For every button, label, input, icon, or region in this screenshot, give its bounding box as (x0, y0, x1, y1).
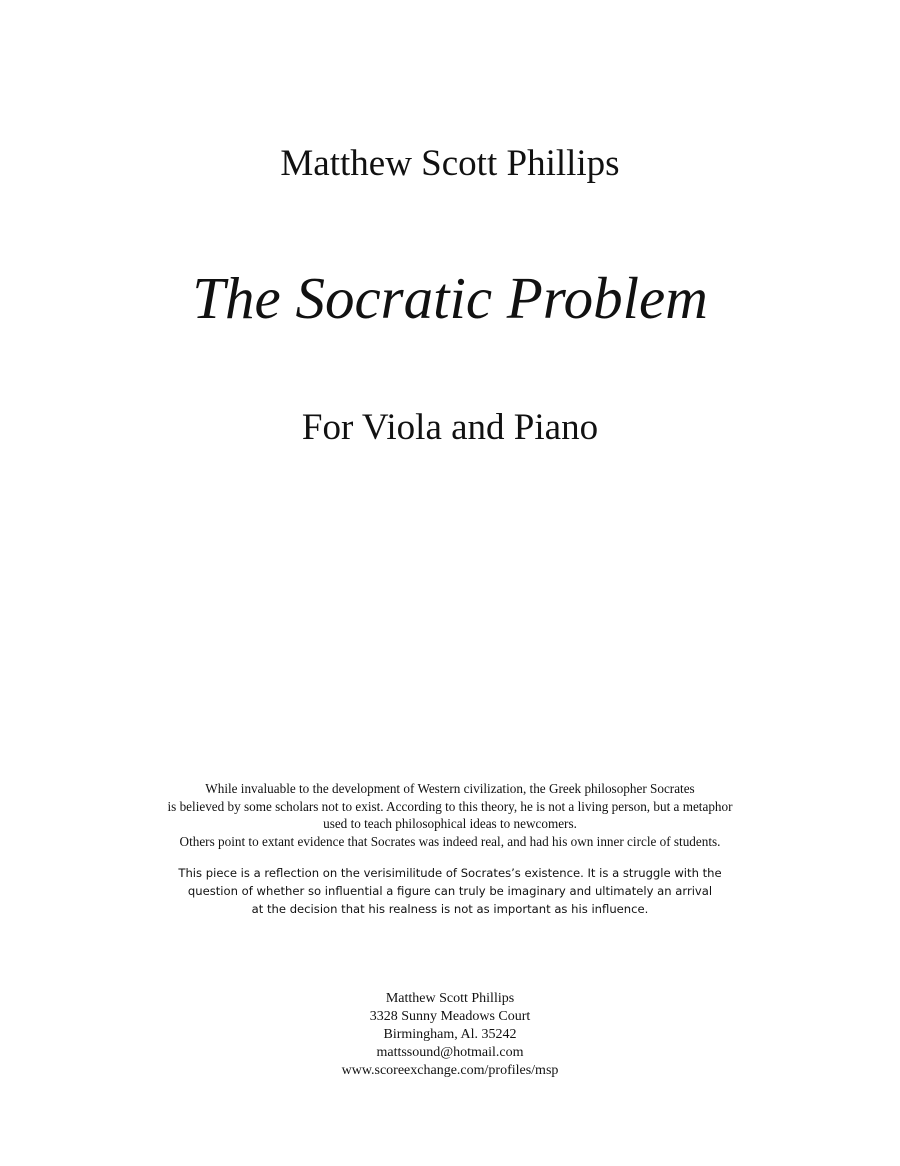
program-note-paragraph-2 (0, 864, 900, 918)
note-line: used to teach philosophical ideas to newcomers. (323, 816, 577, 831)
contact-street: 3328 Sunny Meadows Court (369, 1009, 531, 1024)
composer-name: Matthew Scott Phillips (280, 143, 620, 184)
note-line: is believed by some scholars not to exist. According to this theory, he is not a living person, but a metaphor (167, 798, 733, 814)
note-line: Others point to extant evidence that Socrates was indeed real, and had his own inner circle of students. (179, 833, 721, 849)
piece-title: The Socratic Problem (192, 265, 708, 331)
note-line: While invaluable to the development of Western civilization, the Greek philosopher Socrates (205, 781, 695, 796)
note-line: question of whether so influential a figure can truly be imaginary and ultimately an arrival (187, 884, 713, 898)
contact-name: Matthew Scott Phillips (385, 991, 515, 1006)
program-note-paragraph-1 (0, 780, 900, 850)
program-note (0, 780, 900, 918)
contact-city: Birmingham, Al. 35242 (383, 1027, 517, 1042)
contact-block (0, 990, 900, 1080)
contact-website: www.scoreexchange.com/profiles/msp (341, 1063, 559, 1078)
contact-email: mattssound@hotmail.com (376, 1045, 524, 1060)
note-line: at the decision that his realness is not as important as his influence. (251, 902, 649, 916)
note-line: This piece is a reflection on the verisimilitude of Socrates’s existence. It is a struggle with the (178, 866, 722, 880)
instrumentation: For Viola and Piano (301, 407, 599, 448)
